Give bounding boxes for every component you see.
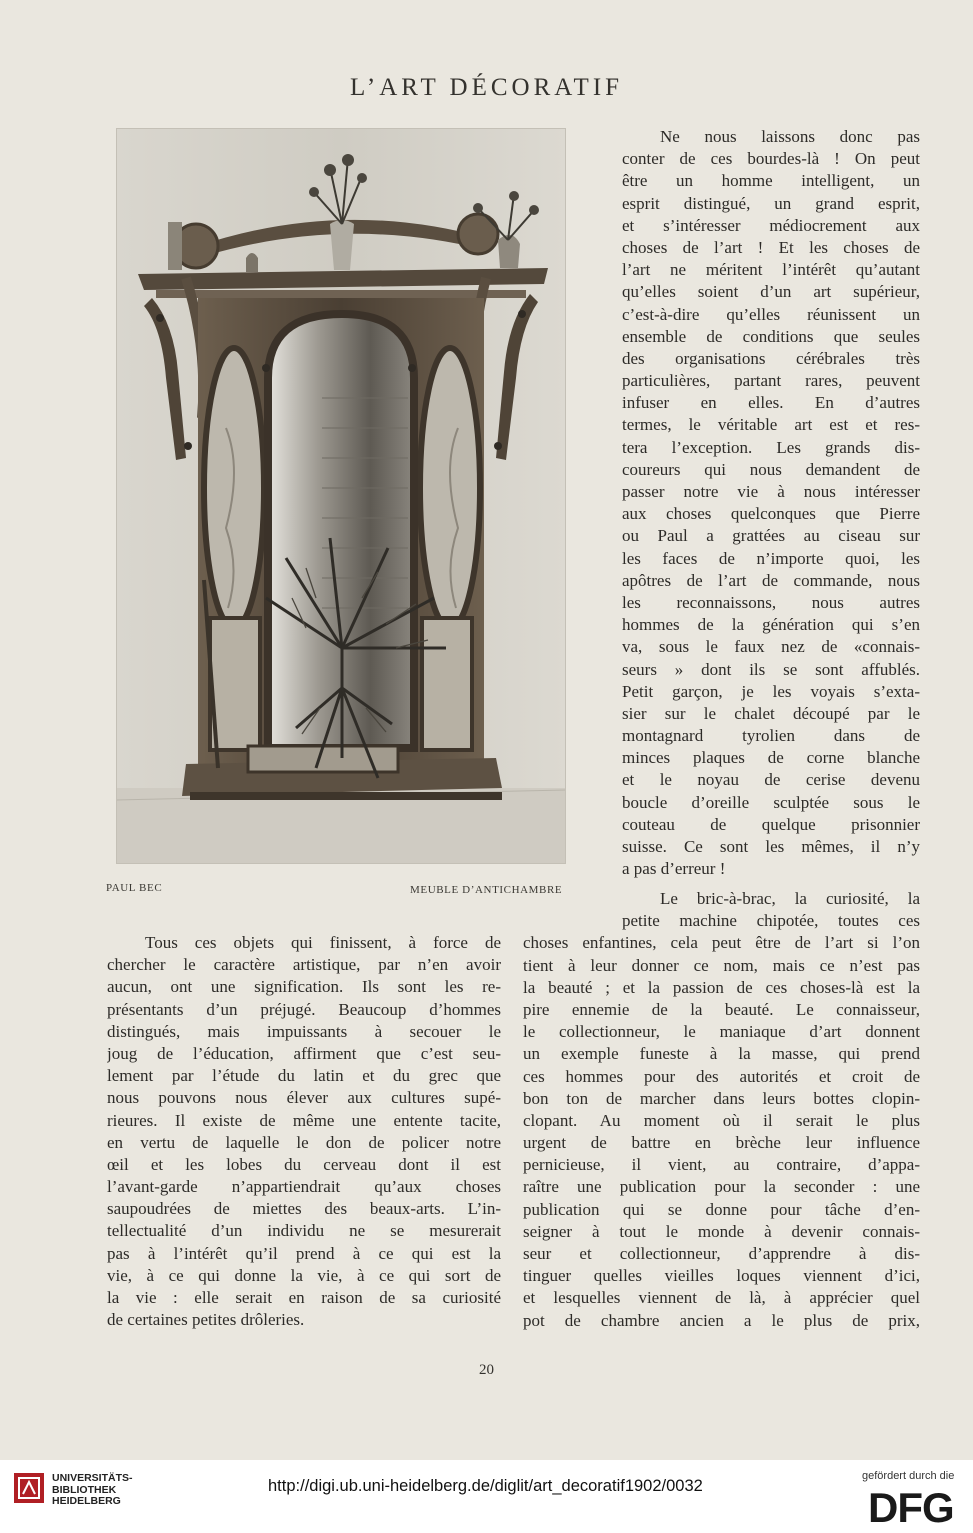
text-line: c’est-à-dire qu’elles réunissent un bbox=[622, 304, 920, 324]
text-line: montagnard tyrolien dans de bbox=[622, 726, 920, 746]
institution-name bbox=[52, 1473, 133, 1508]
text-line: présentants d’un préjugé. Beaucoup d’hommes bbox=[107, 999, 501, 1019]
text-line: hommes de la génération qui s’en bbox=[622, 615, 920, 635]
text-line: et s’intéresser médiocrement aux bbox=[622, 215, 920, 235]
text-line: les faces de n’importe quoi, les bbox=[622, 548, 920, 568]
running-head: L’ART DÉCORATIF bbox=[349, 74, 624, 101]
text-line: le collectionneur, le maniaque d’art donnent bbox=[523, 1022, 920, 1042]
text-line: ou Paul a grattées au ciseau sur bbox=[622, 526, 920, 546]
text-line: boucle d’oreille sculptée sous le bbox=[622, 792, 920, 812]
text-line: vie, à ce qui donne la vie, à ce qui sort de bbox=[107, 1265, 501, 1285]
text-line: bon ton de marcher dans leurs bottes clopin- bbox=[523, 1088, 920, 1108]
text-line: la vie : elle serait en raison de sa curiosité bbox=[107, 1288, 501, 1307]
text-line: tera l’exception. Les grands dis- bbox=[622, 437, 920, 457]
text-line: pernicieuse, il vient, au contraire, d’appa- bbox=[523, 1155, 920, 1175]
text-line: choses enfantines, cela peut être de l’art si l’on bbox=[523, 933, 920, 953]
text-line: urgent de battre en brèche leur influence bbox=[523, 1133, 920, 1153]
text-line: aucun, ont une signification. Ils sont les re- bbox=[107, 977, 501, 997]
text-line: ensemble de conditions que seules bbox=[622, 326, 920, 346]
text-column-right-bottom bbox=[523, 888, 920, 1332]
text-line: passer notre vie à nous intéresser bbox=[622, 482, 920, 501]
page-number: 20 bbox=[479, 1362, 494, 1378]
text-line: minces plaques de corne blanche bbox=[622, 748, 920, 768]
text-line: tinguer quelles vieilles loques viennent d’ici, bbox=[523, 1266, 920, 1286]
text-line: va, sous le faux nez de «connais- bbox=[622, 637, 920, 657]
text-line: œil et les lobes du cerveau dont il est bbox=[107, 1154, 501, 1174]
digitization-footer bbox=[0, 1460, 973, 1533]
text-line: clopant. Au moment où il serait le plus bbox=[523, 1110, 920, 1130]
text-line: particulières, partant rares, peuvent bbox=[622, 371, 920, 391]
text-line: Le bric-à-brac, la curiosité, la bbox=[660, 889, 920, 908]
text-line: Ne nous laissons donc pas bbox=[660, 127, 920, 146]
text-line: rieures. Il existe de même une entente tacite, bbox=[107, 1110, 501, 1130]
text-line: en vertu de laquelle le don de policer notre bbox=[107, 1132, 501, 1152]
text-line: qu’elles soient d’un art supérieur, bbox=[622, 282, 920, 302]
figure-title: MEUBLE D’ANTICHAMBRE bbox=[410, 884, 563, 896]
text-line: publication qui se donne pour tâche d’en- bbox=[523, 1199, 920, 1219]
text-line: de certaines petites drôleries. bbox=[107, 1310, 305, 1330]
text-line: seurs » dont ils se sont affublés. bbox=[622, 659, 920, 679]
text-line: raître une publication pour la seconder : une bbox=[523, 1177, 920, 1197]
text-line: nous pouvons nous élever aux cultures supé- bbox=[107, 1088, 501, 1108]
text-line: distingués, mais impuissants à secouer le bbox=[107, 1021, 501, 1041]
text-line: conter de ces bourdes-là ! On peut bbox=[622, 149, 920, 169]
text-line: seur et collectionneur, d’apprendre à dis- bbox=[523, 1244, 920, 1263]
text-line: coureurs qui nous demandent de bbox=[622, 459, 920, 479]
text-line: lement par l’étude du latin et du grec que bbox=[107, 1066, 501, 1086]
text-line: sier sur le chalet découpé par le bbox=[622, 703, 920, 723]
funding-note: gefördert durch die bbox=[862, 1470, 955, 1482]
text-line: esprit distingué, un grand esprit, bbox=[622, 193, 920, 213]
text-line: tient à leur donner ce nom, mais ce n’est pas bbox=[523, 955, 920, 975]
text-line: couteau de quelque prisonnier bbox=[622, 814, 920, 834]
text-line: chercher le caractère artistique, par n’en avoir bbox=[107, 955, 501, 975]
text-line: seigner à tout le monde à devenir connais- bbox=[523, 1221, 920, 1241]
text-line: suisse. Ce sont les mêmes, il n’y bbox=[622, 837, 920, 856]
text-line: et le noyau de cerise devenu bbox=[622, 770, 920, 790]
text-line: ces hommes pour des autorités et croit de bbox=[523, 1066, 920, 1086]
text-line: la beauté ; et la passion de ces choses-là est la bbox=[523, 977, 920, 997]
text-line: choses de l’art ! Et les choses de bbox=[622, 237, 920, 257]
text-line: petite machine chipotée, toutes ces bbox=[622, 911, 920, 931]
text-line: saupoudrées de miettes des beaux-arts. L’in- bbox=[107, 1199, 501, 1219]
text-line: a pas d’erreur ! bbox=[622, 859, 726, 879]
figure-credit: PAUL BEC bbox=[106, 882, 163, 894]
text-line: pire ennemie de la beauté. Le connaisseur, bbox=[523, 999, 920, 1019]
furniture-photograph bbox=[116, 128, 566, 864]
text-column-right-top bbox=[622, 126, 920, 880]
institution-line: UNIVERSITÄTS- bbox=[52, 1472, 133, 1484]
text-line: aux choses quelconques que Pierre bbox=[622, 504, 920, 524]
text-line: être un homme intelligent, un bbox=[622, 171, 920, 191]
text-line: les reconnaissons, nous autres bbox=[622, 592, 920, 612]
text-line: des organisations cérébrales très bbox=[622, 348, 920, 368]
text-line: un exemple funeste à la masse, qui prend bbox=[523, 1044, 920, 1064]
institution-line: BIBLIOTHEK bbox=[52, 1483, 117, 1496]
text-column-left bbox=[107, 932, 501, 1331]
permalink-url[interactable]: http://digi.ub.uni-heidelberg.de/diglit/art_decoratif1902/0032 bbox=[268, 1477, 703, 1495]
text-line: tellectualité d’un individu ne se mesurerait bbox=[107, 1221, 501, 1241]
text-line: infuser en elles. En d’autres bbox=[622, 393, 920, 413]
university-seal-icon bbox=[14, 1473, 44, 1503]
text-line: pot de chambre ancien a le plus de prix, bbox=[523, 1310, 920, 1330]
text-line: joug de l’éducation, affirment que c’est seu- bbox=[107, 1043, 501, 1063]
text-line: Petit garçon, je les voyais s’exta- bbox=[622, 681, 920, 701]
text-line: l’art ne méritent l’intérêt qu’autant bbox=[622, 260, 920, 280]
text-line: Tous ces objets qui finissent, à force de bbox=[145, 933, 501, 952]
dfg-logo: DFG bbox=[868, 1484, 954, 1531]
text-line: apôtres de l’art de commande, nous bbox=[622, 570, 920, 590]
text-line: pas à l’intérêt qu’il prend à ce qui est la bbox=[107, 1243, 501, 1263]
text-line: l’avant-garde n’appartiendrait qu’aux choses bbox=[107, 1177, 501, 1197]
text-line: et lesquelles viennent de là, à apprécier quel bbox=[523, 1288, 920, 1308]
text-line: termes, le véritable art est et res- bbox=[622, 415, 920, 435]
institution-line: HEIDELBERG bbox=[52, 1495, 121, 1507]
